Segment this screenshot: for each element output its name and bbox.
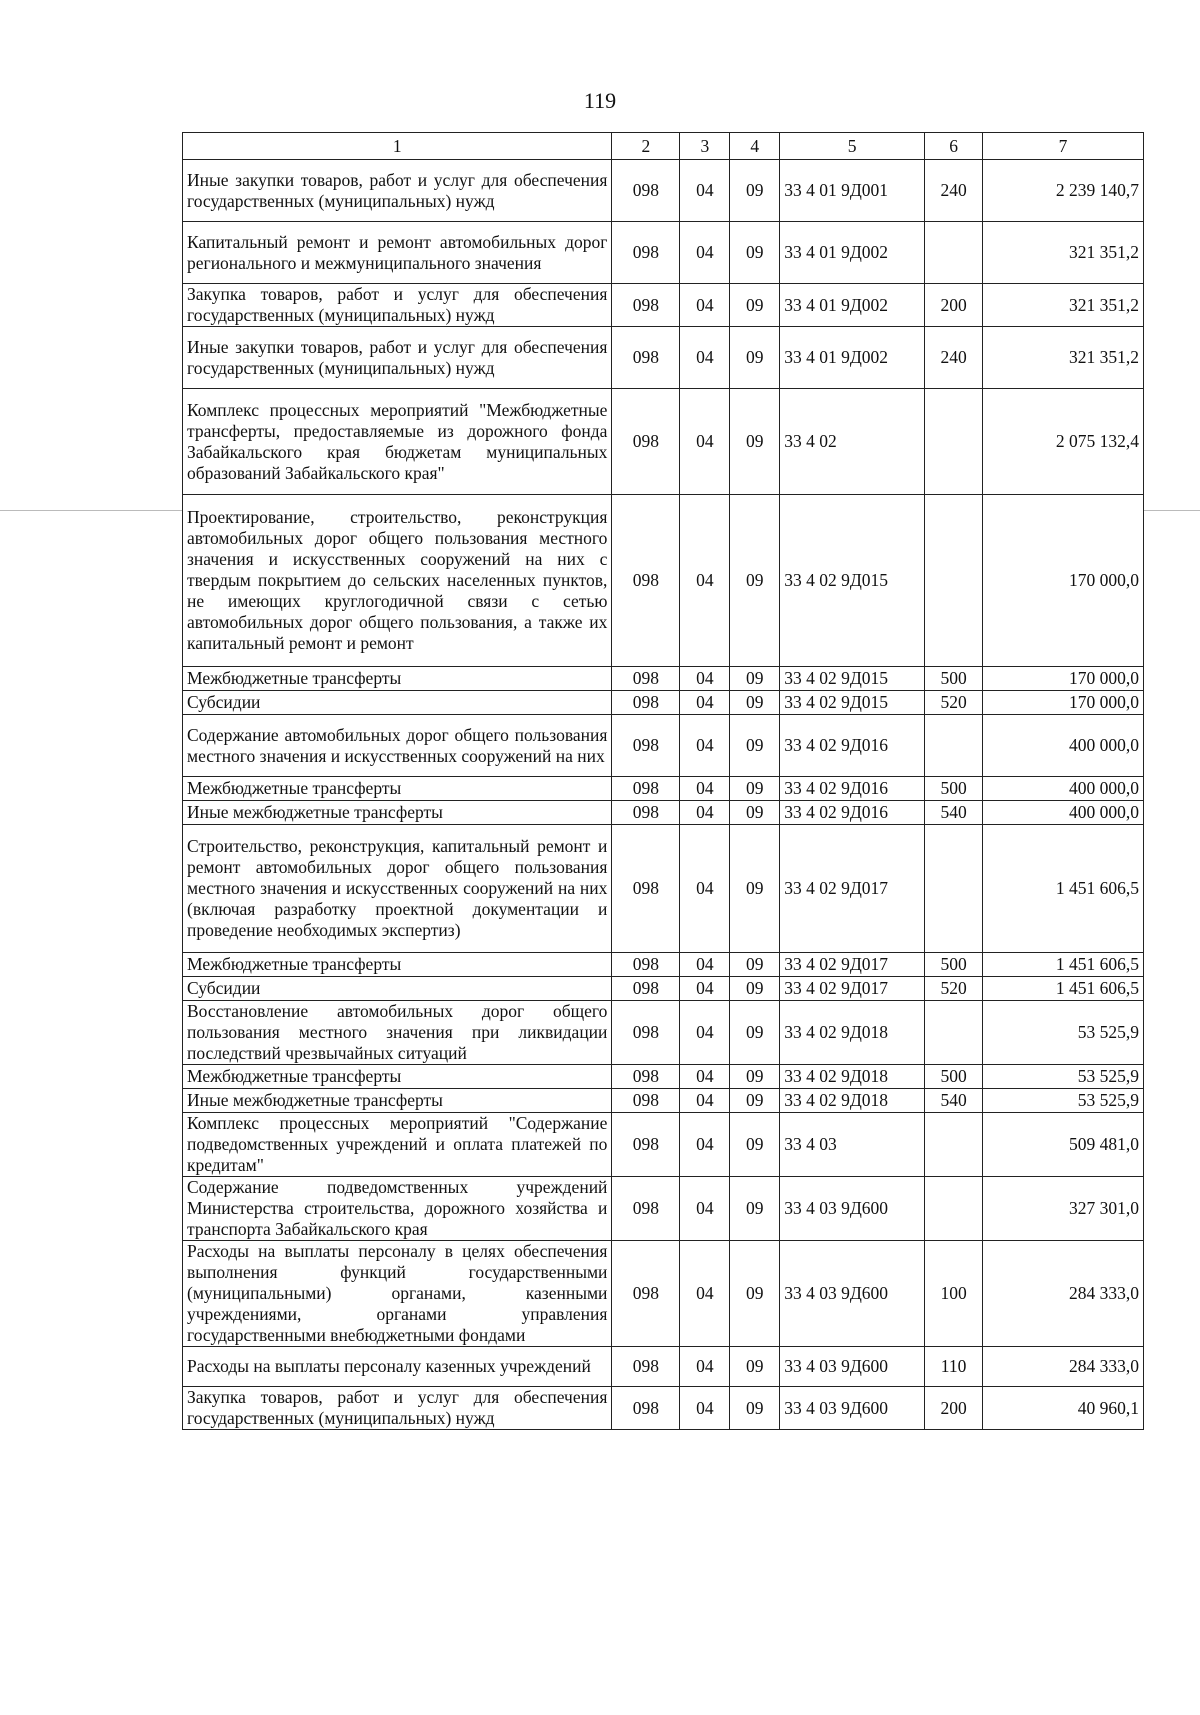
col-header: 4 xyxy=(730,133,780,160)
row-target-article: 33 4 02 xyxy=(780,389,925,495)
table-row xyxy=(183,977,1144,1001)
table-row xyxy=(183,825,1144,953)
row-section-code: 04 xyxy=(680,825,730,953)
row-description: Содержание автомобильных дорог общего пользования местного значения и искусственных сооружений на них xyxy=(183,715,612,777)
col-header: 7 xyxy=(983,133,1144,160)
row-ministry-code: 098 xyxy=(612,1177,680,1241)
row-target-article: 33 4 02 9Д015 xyxy=(780,495,925,667)
table-row xyxy=(183,160,1144,222)
row-amount: 2 075 132,4 xyxy=(983,389,1144,495)
row-ministry-code: 098 xyxy=(612,222,680,284)
row-section-code: 04 xyxy=(680,284,730,327)
row-ministry-code: 098 xyxy=(612,1387,680,1430)
row-target-article: 33 4 02 9Д016 xyxy=(780,715,925,777)
row-subsection-code: 09 xyxy=(730,1387,780,1430)
row-amount: 1 451 606,5 xyxy=(983,825,1144,953)
row-section-code: 04 xyxy=(680,1177,730,1241)
row-expense-type: 110 xyxy=(925,1347,983,1387)
row-target-article: 33 4 02 9Д017 xyxy=(780,825,925,953)
row-section-code: 04 xyxy=(680,1241,730,1347)
row-ministry-code: 098 xyxy=(612,1347,680,1387)
row-description: Проектирование, строительство, реконструкция автомобильных дорог общего пользования местного значения и искусственных сооружений на них с твердым покрытием до сельских населенных пунктов, не имеющих круглогодичной связи с сетью автомобильных дорог общего пользования, а также их капитальный ремонт и ремонт xyxy=(183,495,612,667)
table-row xyxy=(183,1113,1144,1177)
table-row xyxy=(183,801,1144,825)
row-amount: 284 333,0 xyxy=(983,1347,1144,1387)
row-subsection-code: 09 xyxy=(730,1113,780,1177)
row-ministry-code: 098 xyxy=(612,691,680,715)
table-row xyxy=(183,953,1144,977)
row-expense-type xyxy=(925,1177,983,1241)
row-subsection-code: 09 xyxy=(730,1241,780,1347)
row-expense-type: 500 xyxy=(925,777,983,801)
row-section-code: 04 xyxy=(680,160,730,222)
row-ministry-code: 098 xyxy=(612,777,680,801)
row-description: Иные закупки товаров, работ и услуг для обеспечения государственных (муниципальных) нужд xyxy=(183,160,612,222)
row-expense-type xyxy=(925,1113,983,1177)
row-section-code: 04 xyxy=(680,222,730,284)
row-subsection-code: 09 xyxy=(730,327,780,389)
row-ministry-code: 098 xyxy=(612,1065,680,1089)
table-row xyxy=(183,715,1144,777)
row-expense-type: 200 xyxy=(925,1387,983,1430)
row-target-article: 33 4 02 9Д017 xyxy=(780,953,925,977)
row-ministry-code: 098 xyxy=(612,327,680,389)
row-ministry-code: 098 xyxy=(612,389,680,495)
row-description: Межбюджетные трансферты xyxy=(183,953,612,977)
row-subsection-code: 09 xyxy=(730,825,780,953)
row-subsection-code: 09 xyxy=(730,495,780,667)
row-subsection-code: 09 xyxy=(730,691,780,715)
row-target-article: 33 4 03 xyxy=(780,1113,925,1177)
table-row xyxy=(183,1065,1144,1089)
row-description: Капитальный ремонт и ремонт автомобильных дорог регионального и межмуниципального значения xyxy=(183,222,612,284)
row-subsection-code: 09 xyxy=(730,953,780,977)
row-target-article: 33 4 02 9Д018 xyxy=(780,1065,925,1089)
row-subsection-code: 09 xyxy=(730,1065,780,1089)
row-expense-type: 500 xyxy=(925,667,983,691)
table-row xyxy=(183,222,1144,284)
row-expense-type xyxy=(925,825,983,953)
row-amount: 321 351,2 xyxy=(983,222,1144,284)
row-section-code: 04 xyxy=(680,495,730,667)
row-expense-type xyxy=(925,389,983,495)
row-target-article: 33 4 02 9Д018 xyxy=(780,1089,925,1113)
row-ministry-code: 098 xyxy=(612,825,680,953)
row-subsection-code: 09 xyxy=(730,715,780,777)
row-subsection-code: 09 xyxy=(730,284,780,327)
row-amount: 321 351,2 xyxy=(983,284,1144,327)
row-expense-type: 500 xyxy=(925,1065,983,1089)
row-amount: 321 351,2 xyxy=(983,327,1144,389)
row-ministry-code: 098 xyxy=(612,801,680,825)
row-expense-type xyxy=(925,222,983,284)
row-expense-type xyxy=(925,715,983,777)
row-amount: 170 000,0 xyxy=(983,691,1144,715)
row-target-article: 33 4 03 9Д600 xyxy=(780,1241,925,1347)
table-row xyxy=(183,1001,1144,1065)
row-subsection-code: 09 xyxy=(730,222,780,284)
row-description: Межбюджетные трансферты xyxy=(183,777,612,801)
col-header: 3 xyxy=(680,133,730,160)
row-expense-type xyxy=(925,1001,983,1065)
row-subsection-code: 09 xyxy=(730,1347,780,1387)
row-subsection-code: 09 xyxy=(730,1089,780,1113)
row-subsection-code: 09 xyxy=(730,1177,780,1241)
row-expense-type: 100 xyxy=(925,1241,983,1347)
row-target-article: 33 4 01 9Д002 xyxy=(780,222,925,284)
row-target-article: 33 4 01 9Д001 xyxy=(780,160,925,222)
row-description: Содержание подведомственных учреждений Министерства строительства, дорожного хозяйства и транспорта Забайкальского края xyxy=(183,1177,612,1241)
row-expense-type xyxy=(925,495,983,667)
row-amount: 1 451 606,5 xyxy=(983,953,1144,977)
table-row xyxy=(183,1241,1144,1347)
page-number: 119 xyxy=(583,88,617,113)
row-amount: 284 333,0 xyxy=(983,1241,1144,1347)
row-target-article: 33 4 02 9Д016 xyxy=(780,801,925,825)
row-ministry-code: 098 xyxy=(612,1113,680,1177)
table-row xyxy=(183,1177,1144,1241)
row-ministry-code: 098 xyxy=(612,715,680,777)
row-description: Субсидии xyxy=(183,691,612,715)
table-row xyxy=(183,777,1144,801)
col-header: 2 xyxy=(612,133,680,160)
row-target-article: 33 4 02 9Д016 xyxy=(780,777,925,801)
row-amount: 327 301,0 xyxy=(983,1177,1144,1241)
table-row xyxy=(183,691,1144,715)
row-section-code: 04 xyxy=(680,667,730,691)
col-header: 6 xyxy=(925,133,983,160)
row-subsection-code: 09 xyxy=(730,801,780,825)
row-subsection-code: 09 xyxy=(730,160,780,222)
row-description: Восстановление автомобильных дорог общего пользования местного значения при ликвидации последствий чрезвычайных ситуаций xyxy=(183,1001,612,1065)
row-amount: 53 525,9 xyxy=(983,1001,1144,1065)
table-body xyxy=(183,160,1144,1430)
row-amount: 40 960,1 xyxy=(983,1387,1144,1430)
row-amount: 53 525,9 xyxy=(983,1089,1144,1113)
row-description: Иные межбюджетные трансферты xyxy=(183,801,612,825)
row-subsection-code: 09 xyxy=(730,667,780,691)
table-row xyxy=(183,1089,1144,1113)
row-amount: 400 000,0 xyxy=(983,715,1144,777)
table-row xyxy=(183,1347,1144,1387)
row-target-article: 33 4 02 9Д015 xyxy=(780,691,925,715)
row-amount: 170 000,0 xyxy=(983,667,1144,691)
table-row xyxy=(183,389,1144,495)
row-expense-type: 240 xyxy=(925,327,983,389)
scan-artifact-line xyxy=(0,510,182,511)
row-amount: 53 525,9 xyxy=(983,1065,1144,1089)
row-section-code: 04 xyxy=(680,1001,730,1065)
row-section-code: 04 xyxy=(680,801,730,825)
row-ministry-code: 098 xyxy=(612,977,680,1001)
row-description: Межбюджетные трансферты xyxy=(183,1065,612,1089)
row-section-code: 04 xyxy=(680,389,730,495)
row-description: Закупка товаров, работ и услуг для обеспечения государственных (муниципальных) нужд xyxy=(183,284,612,327)
row-section-code: 04 xyxy=(680,953,730,977)
row-subsection-code: 09 xyxy=(730,1001,780,1065)
row-ministry-code: 098 xyxy=(612,1089,680,1113)
row-subsection-code: 09 xyxy=(730,977,780,1001)
row-description: Иные закупки товаров, работ и услуг для обеспечения государственных (муниципальных) нужд xyxy=(183,327,612,389)
row-target-article: 33 4 03 9Д600 xyxy=(780,1387,925,1430)
row-subsection-code: 09 xyxy=(730,389,780,495)
row-section-code: 04 xyxy=(680,1089,730,1113)
row-description: Иные межбюджетные трансферты xyxy=(183,1089,612,1113)
row-description: Комплекс процессных мероприятий "Межбюджетные трансферты, предоставляемые из дорожного фонда Забайкальского края бюджетам муниципальных образований Забайкальского края" xyxy=(183,389,612,495)
row-expense-type: 540 xyxy=(925,1089,983,1113)
budget-table xyxy=(182,132,1144,1430)
col-header: 1 xyxy=(183,133,612,160)
row-section-code: 04 xyxy=(680,1065,730,1089)
row-amount: 400 000,0 xyxy=(983,777,1144,801)
row-ministry-code: 098 xyxy=(612,1241,680,1347)
table-row xyxy=(183,667,1144,691)
row-section-code: 04 xyxy=(680,977,730,1001)
row-amount: 170 000,0 xyxy=(983,495,1144,667)
row-section-code: 04 xyxy=(680,691,730,715)
row-section-code: 04 xyxy=(680,715,730,777)
row-expense-type: 200 xyxy=(925,284,983,327)
row-target-article: 33 4 03 9Д600 xyxy=(780,1177,925,1241)
row-amount: 509 481,0 xyxy=(983,1113,1144,1177)
row-ministry-code: 098 xyxy=(612,1001,680,1065)
row-section-code: 04 xyxy=(680,777,730,801)
row-section-code: 04 xyxy=(680,1387,730,1430)
row-description: Межбюджетные трансферты xyxy=(183,667,612,691)
row-target-article: 33 4 01 9Д002 xyxy=(780,284,925,327)
row-ministry-code: 098 xyxy=(612,495,680,667)
row-description: Субсидии xyxy=(183,977,612,1001)
scan-artifact-line xyxy=(1144,510,1200,511)
row-expense-type: 520 xyxy=(925,977,983,1001)
row-expense-type: 500 xyxy=(925,953,983,977)
row-amount: 1 451 606,5 xyxy=(983,977,1144,1001)
row-ministry-code: 098 xyxy=(612,953,680,977)
row-section-code: 04 xyxy=(680,1347,730,1387)
row-description: Расходы на выплаты персоналу казенных учреждений xyxy=(183,1347,612,1387)
row-description: Комплекс процессных мероприятий "Содержание подведомственных учреждений и оплата платежей по кредитам" xyxy=(183,1113,612,1177)
row-target-article: 33 4 03 9Д600 xyxy=(780,1347,925,1387)
row-description: Строительство, реконструкция, капитальный ремонт и ремонт автомобильных дорог общего пользования местного значения и искусственных сооружений на них (включая разработку проектной документации и проведение необходимых экспертиз) xyxy=(183,825,612,953)
row-target-article: 33 4 02 9Д018 xyxy=(780,1001,925,1065)
table-row xyxy=(183,284,1144,327)
row-target-article: 33 4 01 9Д002 xyxy=(780,327,925,389)
row-description: Расходы на выплаты персоналу в целях обеспечения выполнения функций государственными (муниципальными) органами, казенными учреждениями, органами управления государственными внебюджетными фондами xyxy=(183,1241,612,1347)
row-section-code: 04 xyxy=(680,327,730,389)
row-amount: 2 239 140,7 xyxy=(983,160,1144,222)
row-target-article: 33 4 02 9Д015 xyxy=(780,667,925,691)
row-description: Закупка товаров, работ и услуг для обеспечения государственных (муниципальных) нужд xyxy=(183,1387,612,1430)
row-ministry-code: 098 xyxy=(612,160,680,222)
row-target-article: 33 4 02 9Д017 xyxy=(780,977,925,1001)
row-ministry-code: 098 xyxy=(612,284,680,327)
table-row xyxy=(183,327,1144,389)
row-subsection-code: 09 xyxy=(730,777,780,801)
row-expense-type: 540 xyxy=(925,801,983,825)
row-expense-type: 240 xyxy=(925,160,983,222)
table-row xyxy=(183,495,1144,667)
row-ministry-code: 098 xyxy=(612,667,680,691)
row-expense-type: 520 xyxy=(925,691,983,715)
row-section-code: 04 xyxy=(680,1113,730,1177)
table-row xyxy=(183,1387,1144,1430)
header-row xyxy=(183,133,1144,160)
col-header: 5 xyxy=(780,133,925,160)
row-amount: 400 000,0 xyxy=(983,801,1144,825)
